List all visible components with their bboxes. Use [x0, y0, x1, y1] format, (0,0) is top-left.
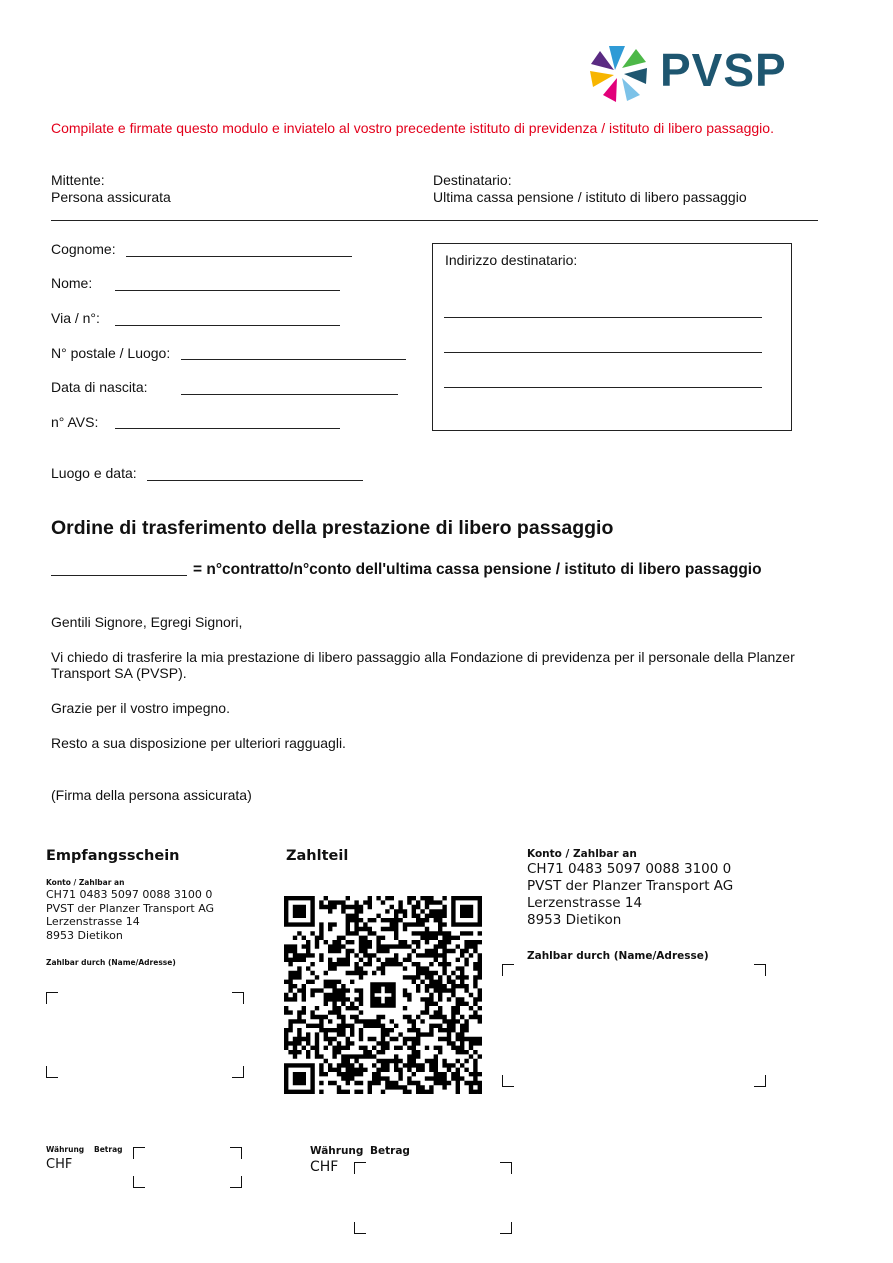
- page-title: Ordine di trasferimento della prestazione di libero passaggio: [51, 517, 614, 539]
- contract-number-field[interactable]: [51, 575, 187, 576]
- street-label: Via / n°:: [51, 310, 100, 326]
- address-line-2[interactable]: [444, 352, 762, 353]
- surname-label: Cognome:: [51, 241, 116, 257]
- receipt-amount-label: Betrag: [94, 1145, 123, 1154]
- recipient-sub: Ultima cassa pensione / istituto di libero passaggio: [433, 189, 747, 205]
- signature-label: (Firma della persona assicurata): [51, 787, 252, 803]
- birth-label: Data di nascita:: [51, 379, 148, 395]
- receipt-name: PVST der Planzer Transport AG: [46, 901, 215, 915]
- postal-field[interactable]: [181, 359, 406, 360]
- birth-field[interactable]: [181, 394, 398, 395]
- swiss-qr-code-icon: [284, 896, 482, 1094]
- logo-text: PVSP: [660, 44, 787, 96]
- name-field[interactable]: [115, 290, 340, 291]
- receipt-payable-by-label: Zahlbar durch (Name/Adresse): [46, 958, 176, 967]
- payment-street: Lerzenstrasse 14: [527, 895, 643, 911]
- receipt-account-label: Konto / Zahlbar an: [46, 878, 125, 887]
- receipt-currency-value: CHF: [46, 1157, 73, 1172]
- avs-label: n° AVS:: [51, 414, 99, 430]
- payment-currency-value: CHF: [310, 1159, 339, 1175]
- recipient-address-box: [432, 243, 792, 431]
- street-field[interactable]: [115, 325, 340, 326]
- letter-body-line-2: Transport SA (PVSP).: [51, 665, 187, 681]
- letter-thanks: Grazie per il vostro impegno.: [51, 700, 230, 716]
- letter-greeting: Gentili Signore, Egregi Signori,: [51, 614, 243, 630]
- address-line-1[interactable]: [444, 317, 762, 318]
- letter-closing: Resto a sua disposizione per ulteriori ragguagli.: [51, 735, 346, 751]
- place-date-label: Luogo e data:: [51, 465, 137, 481]
- payment-currency-label: Währung: [310, 1145, 364, 1157]
- logo-mark-icon: [588, 42, 650, 104]
- recipient-heading: Destinatario:: [433, 172, 512, 188]
- receipt-currency-label: Währung: [46, 1145, 85, 1154]
- payment-name: PVST der Planzer Transport AG: [527, 878, 734, 894]
- payment-account-label: Konto / Zahlbar an: [527, 848, 637, 860]
- receipt-iban: CH71 0483 5097 0088 3100 0: [46, 888, 213, 901]
- postal-label: N° postale / Luogo:: [51, 345, 171, 361]
- sender-heading: Mittente:: [51, 172, 105, 188]
- instruction-notice: Compilate e firmate questo modulo e inviatelo al vostro precedente istituto di previdenza / istituto di libero passaggio.: [51, 120, 774, 136]
- address-box-label: Indirizzo destinatario:: [445, 252, 578, 268]
- payment-title: Zahlteil: [286, 848, 349, 864]
- surname-field[interactable]: [126, 256, 352, 257]
- receipt-street: Lerzenstrasse 14: [46, 915, 140, 928]
- sender-sub: Persona assicurata: [51, 189, 171, 205]
- payment-city: 8953 Dietikon: [527, 912, 622, 928]
- receipt-title: Empfangsschein: [46, 848, 180, 864]
- header-divider: [51, 220, 818, 221]
- receipt-city: 8953 Dietikon: [46, 928, 123, 942]
- letter-body-line-1: Vi chiedo di trasferire la mia prestazione di libero passaggio alla Fondazione di previdenza per il personale della Planzer: [51, 649, 795, 665]
- avs-field[interactable]: [115, 428, 340, 429]
- payment-amount-label: Betrag: [370, 1145, 410, 1157]
- place-date-field[interactable]: [147, 480, 363, 481]
- name-label: Nome:: [51, 275, 93, 291]
- address-line-3[interactable]: [444, 387, 762, 388]
- payment-iban: CH71 0483 5097 0088 3100 0: [527, 861, 732, 877]
- contract-number-description: = n°contratto/n°conto dell'ultima cassa pensione / istituto di libero passaggio: [193, 561, 762, 578]
- payment-payable-by-label: Zahlbar durch (Name/Adresse): [527, 950, 709, 962]
